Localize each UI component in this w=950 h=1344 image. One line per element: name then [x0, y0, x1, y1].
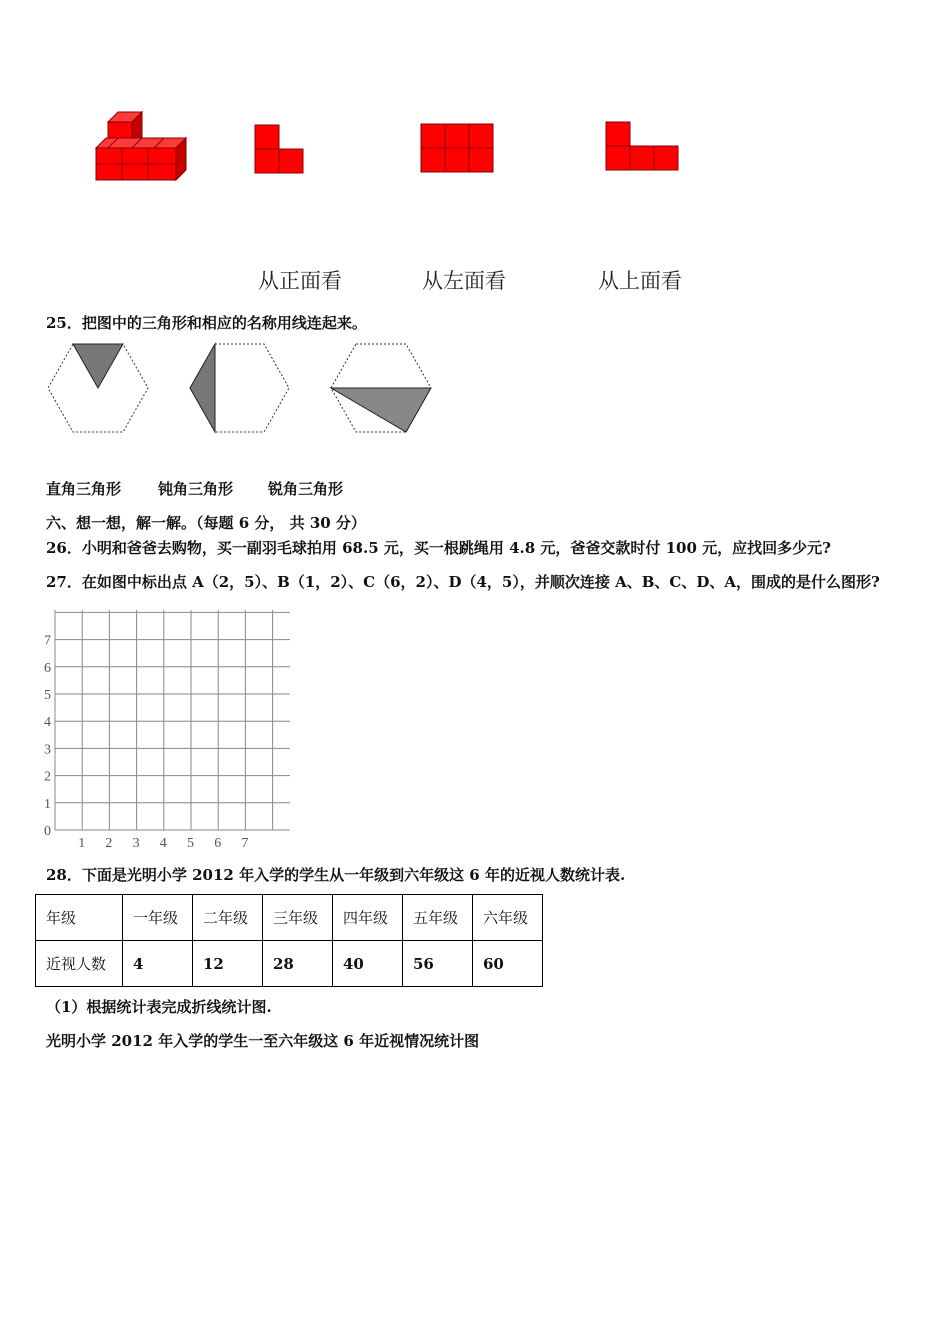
- chart-title: 光明小学 2012 年入学的学生一至六年级这 6 年近视情况统计图: [46, 1032, 480, 1050]
- table-cell: 4: [123, 941, 193, 987]
- table-header-row: [36, 895, 543, 941]
- name-right-triangle: 直角三角形: [46, 480, 122, 498]
- q28-sub1: （1）根据统计表完成折线统计图.: [46, 998, 272, 1016]
- hexagon-acute: [48, 344, 148, 432]
- y-tick-label: 7: [44, 633, 51, 649]
- table-header-cell: 二年级: [193, 895, 263, 941]
- x-tick-label: 6: [214, 836, 222, 850]
- table-header-label: 年级: [36, 895, 123, 941]
- x-tick-label: 1: [78, 836, 86, 850]
- x-tick-label: 4: [159, 836, 167, 850]
- front-view: [255, 125, 303, 173]
- q28-text: 28．下面是光明小学 2012 年入学的学生从一年级到六年级这 6 年的近视人数统计表.: [46, 866, 626, 884]
- x-tick-label: 5: [187, 836, 194, 850]
- table-cell: 40: [333, 941, 403, 987]
- table-cell: 56: [403, 941, 473, 987]
- table-cell: 60: [473, 941, 543, 987]
- table-row-label: 近视人数: [36, 941, 123, 987]
- hexagon-obtuse: [190, 344, 289, 432]
- table-cell: 28: [263, 941, 333, 987]
- hexagon-right: [331, 344, 431, 432]
- y-tick-label: 1: [44, 796, 51, 812]
- x-tick-label: 2: [105, 836, 113, 850]
- y-tick-label: 3: [44, 742, 51, 758]
- table-cell: 12: [193, 941, 263, 987]
- name-acute-triangle: 锐角三角形: [268, 480, 344, 498]
- table-header-cell: 四年级: [333, 895, 403, 941]
- q25-text: 25．把图中的三角形和相应的名称用线连起来。: [46, 314, 367, 332]
- top-view-label: 从上面看: [598, 269, 682, 293]
- top-view: [606, 122, 678, 170]
- table-header-cell: 六年级: [473, 895, 543, 941]
- x-tick-label: 7: [241, 836, 249, 850]
- q27-text: 27．在如图中标出点 A（2，5）、B（1，2）、C（6，2）、D（4，5），并顺次连接 A、B、C、D、A，围成的是什么图形?: [46, 573, 880, 591]
- x-tick-label: 3: [132, 836, 140, 850]
- table-row: [36, 941, 543, 987]
- q26-text: 26．小明和爸爸去购物，买一副羽毛球拍用 68.5 元，买一根跳绳用 4.8 元，爸爸交款时付 100 元，应找回多少元?: [46, 539, 831, 557]
- myopia-stats-table: [35, 894, 543, 987]
- left-view-label: 从左面看: [422, 269, 506, 293]
- table-header-cell: 三年级: [263, 895, 333, 941]
- y-tick-label: 4: [44, 715, 51, 731]
- hexagon-figures: [40, 336, 440, 440]
- y-tick-label: 2: [44, 769, 51, 785]
- coordinate-grid: [40, 604, 290, 850]
- cube-views-figure: [40, 100, 700, 190]
- section-six-title: 六、想一想，解一解。（每题 6 分， 共 30 分）: [46, 514, 366, 532]
- cube-solid: [96, 112, 186, 180]
- table-header-cell: 一年级: [123, 895, 193, 941]
- front-view-label: 从正面看: [258, 269, 342, 293]
- y-tick-label: 6: [44, 660, 51, 676]
- table-header-cell: 五年级: [403, 895, 473, 941]
- name-obtuse-triangle: 钝角三角形: [158, 480, 234, 498]
- y-tick-label: 5: [44, 688, 51, 703]
- y-tick-label: 0: [44, 824, 51, 839]
- left-view: [421, 124, 493, 172]
